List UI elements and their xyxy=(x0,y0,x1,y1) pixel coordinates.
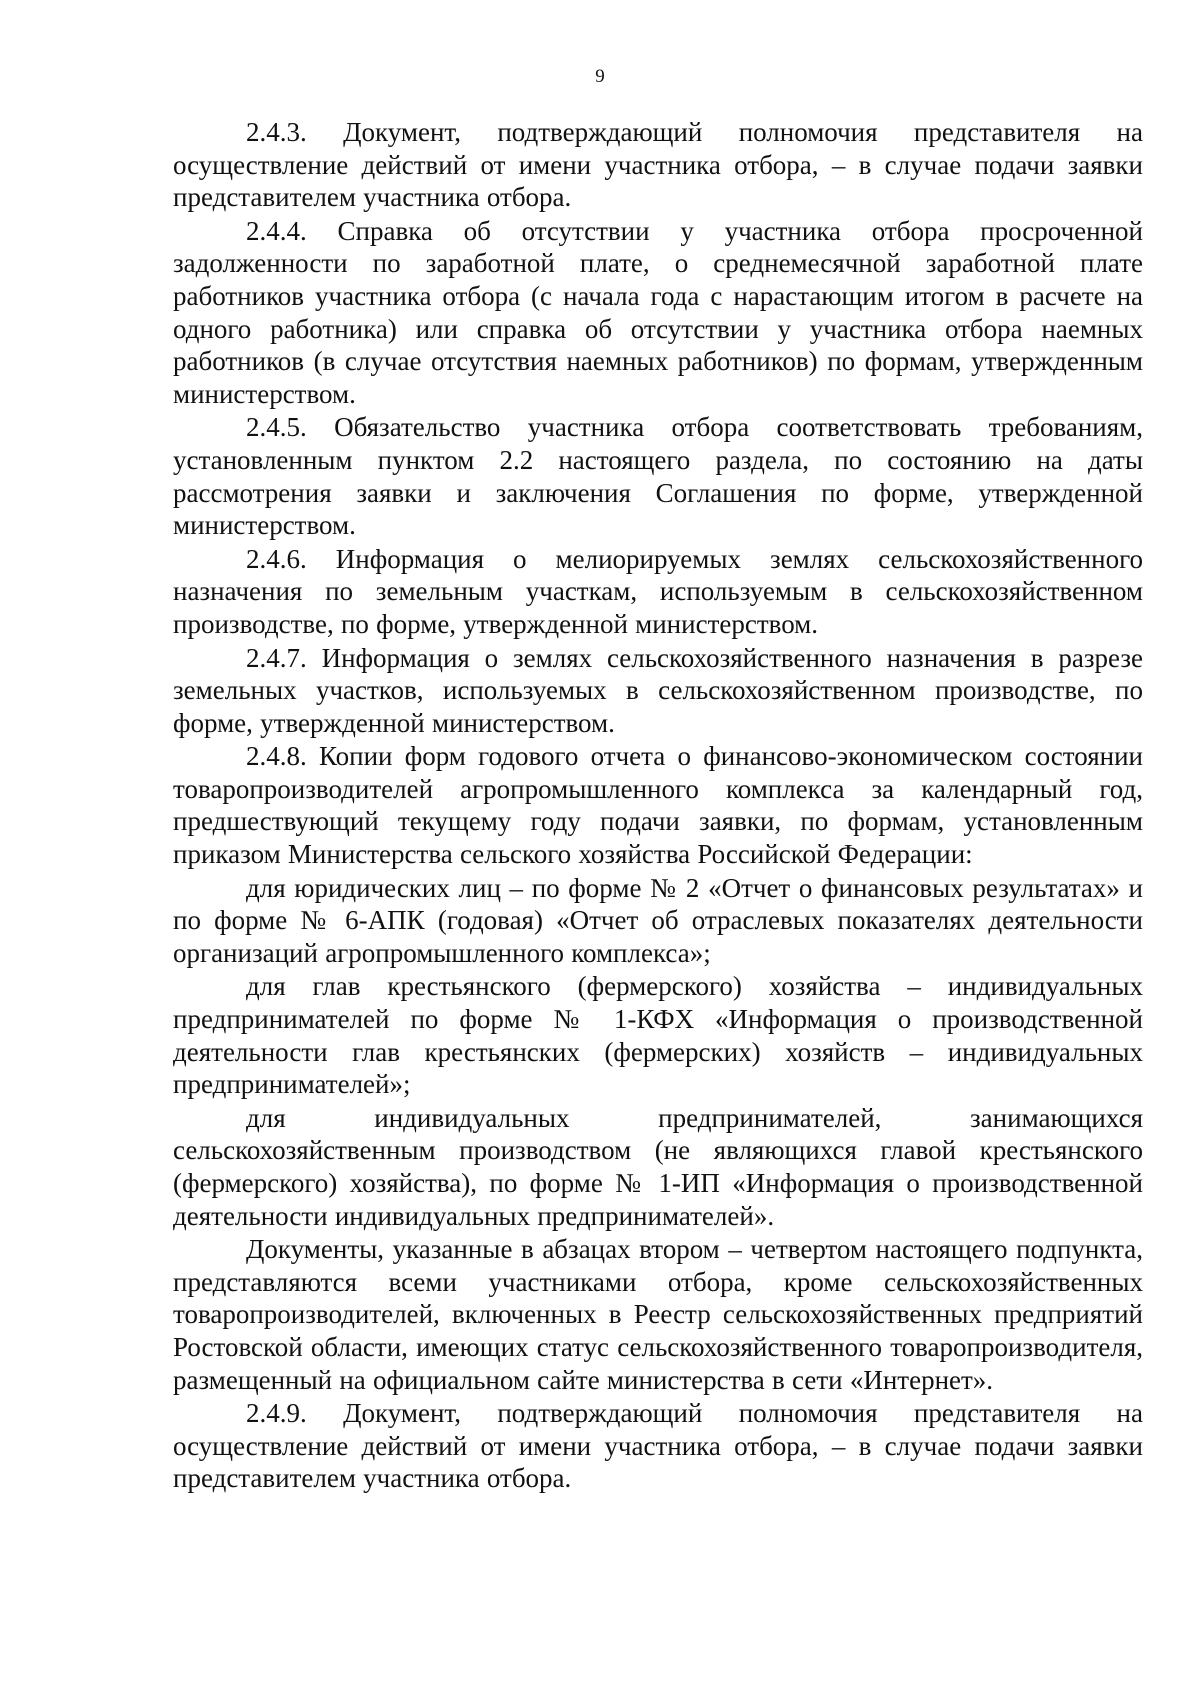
paragraph-entrepreneurs: для индивидуальных предпринимателей, занимающихся сельскохозяйственным производством (не являющихся главой крестьянского (фермерского) хозяйства), по форме № 1-ИП «Информация о производственной деятельности индивидуальных предпринимателей». xyxy=(173,1102,1143,1231)
paragraph-farm-heads: для глав крестьянского (фермерского) хозяйства – индивидуальных предпринимателей по форме № 1-КФХ «Информация о производственной деятельности глав крестьянских (фермерских) хозяйств – индивидуальных предпринимателей»; xyxy=(173,971,1143,1100)
document-body xyxy=(173,116,1143,1496)
paragraph-2-4-4: 2.4.4. Справка об отсутствии у участника отбора просроченной задолженности по заработной плате, о среднемесячной заработной плате работников участника отбора (с начала года с нарастающим итогом в расчете на одного работника) или справка об отсутствии у участника отбора наемных работников (в случае отсутствия наемных работников) по формам, утвержденным министерством. xyxy=(173,215,1143,409)
paragraph-2-4-6: 2.4.6. Информация о мелиорируемых землях сельскохозяйственного назначения по земельным участкам, используемым в сельскохозяйственном производстве, по форме, утвержденной министерством. xyxy=(173,543,1143,639)
paragraph-2-4-8: 2.4.8. Копии форм годового отчета о финансово-экономическом состоянии товаропроизводителей агропромышленного комплекса за календарный год, предшествующий текущему году подачи заявки, по формам, установленным приказом Министерства сельского хозяйства Российской Федерации: xyxy=(173,741,1143,870)
paragraph-2-4-7: 2.4.7. Информация о землях сельскохозяйственного назначения в разрезе земельных участков, используемых в сельскохозяйственном производстве, по форме, утвержденной министерством. xyxy=(173,642,1143,738)
page-number: 9 xyxy=(595,66,605,87)
paragraph-2-4-5: 2.4.5. Обязательство участника отбора соответствовать требованиям, установленным пунктом 2.2 настоящего раздела, по состоянию на даты рассмотрения заявки и заключения Соглашения по форме, утвержденной министерством. xyxy=(173,412,1143,541)
paragraph-2-4-9: 2.4.9. Документ, подтверждающий полномочия представителя на осуществление действий от имени участника отбора, – в случае подачи заявки представителем участника отбора. xyxy=(173,1398,1143,1494)
paragraph-2-4-3: 2.4.3. Документ, подтверждающий полномочия представителя на осуществление действий от имени участника отбора, – в случае подачи заявки представителем участника отбора. xyxy=(173,117,1143,213)
paragraph-documents-note: Документы, указанные в абзацах втором – четвертом настоящего подпункта, представляются всеми участниками отбора, кроме сельскохозяйственных товаропроизводителей, включенных в Реестр сельскохозяйственных предприятий Ростовской области, имеющих статус сельскохозяйственного товаропроизводителя, размещенный на официальном сайте министерства в сети «Интернет». xyxy=(173,1234,1143,1395)
paragraph-legal-entities: для юридических лиц – по форме № 2 «Отчет о финансовых результатах» и по форме № 6-АПК (годовая) «Отчет об отраслевых показателях деятельности организаций агропромышленного комплекса»; xyxy=(173,872,1143,968)
